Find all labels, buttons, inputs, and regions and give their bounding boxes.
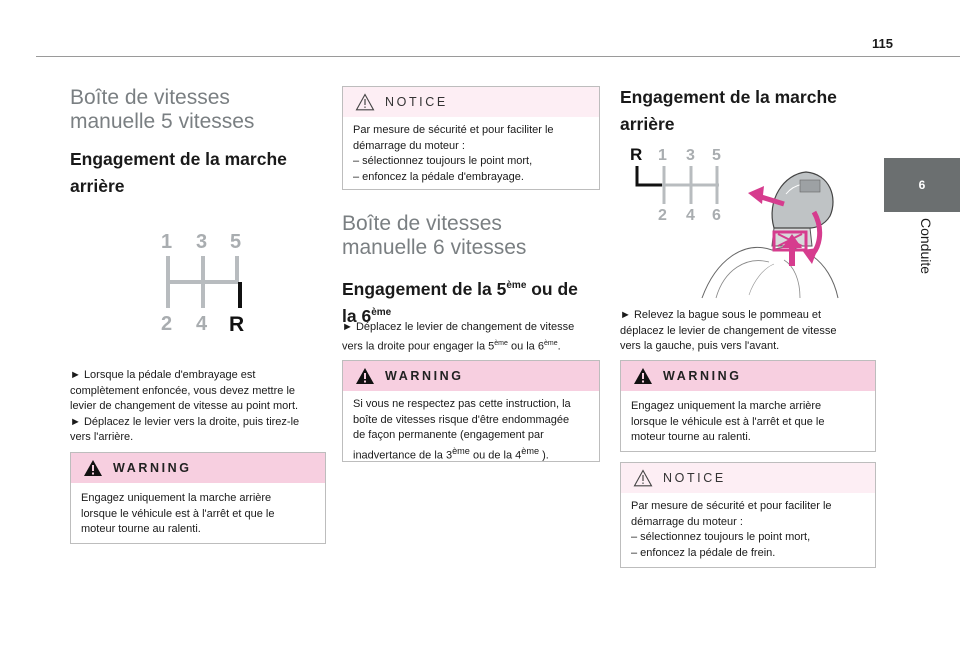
col2-warning-box — [342, 360, 600, 462]
col3-para-line: vers la gauche, puis vers l'avant. — [620, 340, 780, 352]
gear-4-label: 4 — [686, 207, 695, 224]
chapter-label — [884, 218, 960, 298]
col1-para-line: complètement enfoncée, vous devez mettre le — [70, 384, 296, 397]
gear-1-label: 1 — [161, 231, 173, 253]
col3-notice-title: NOTICE — [663, 471, 726, 485]
col2-title-line1: Boîte de vitesses — [342, 212, 502, 235]
col3-notice-header — [621, 463, 875, 493]
gear-5-label: 5 — [230, 231, 242, 253]
chapter-tab[interactable] — [884, 158, 960, 212]
col2-notice-body — [343, 117, 599, 193]
notice-line: – sélectionnez toujours le point mort, — [631, 531, 811, 543]
warning-line: Engagez uniquement la marche arrière — [631, 400, 822, 412]
col3-warning-header — [621, 361, 875, 391]
notice-triangle-icon — [355, 93, 375, 111]
col2-subtitle-line2: la 6ème — [342, 305, 392, 326]
col1-para-line: levier de changement de vitesse au point mort. — [70, 400, 299, 412]
col3-instructions — [620, 308, 878, 355]
chapter-label-text: Conduite — [918, 218, 934, 275]
gear-4-label: 4 — [196, 313, 208, 335]
gear-3-label: 3 — [196, 231, 208, 253]
col2-notice-box — [342, 86, 600, 190]
notice-line: – enfoncez la pédale de frein. — [631, 546, 776, 559]
warning-line: moteur tourne au ralenti. — [631, 431, 751, 443]
col1-warning-title: WARNING — [113, 461, 192, 475]
col2-para-line: vers la droite pour engager la 5ème ou la 6ème. — [342, 339, 561, 353]
col3-subtitle-line2: arrière — [620, 114, 675, 134]
notice-line: – enfoncez la pédale d'embrayage. — [353, 170, 524, 183]
col3-subtitle — [620, 86, 876, 136]
warning-line: Engagez uniquement la marche arrière — [81, 492, 272, 504]
warning-line: boîte de vitesses risque d'être endommagée — [353, 413, 570, 426]
col1-instructions — [70, 368, 328, 446]
warning-line: moteur tourne au ralenti. — [81, 523, 201, 535]
col1-subtitle-line1: Engagement de la marche — [70, 149, 287, 169]
warning-line: Si vous ne respectez pas cette instruction, la — [353, 398, 571, 410]
page-number: 115 — [872, 36, 893, 51]
chapter-number: 6 — [918, 178, 926, 192]
gear-r-label: R — [630, 145, 643, 164]
notice-line: Par mesure de sécurité et pour faciliter le — [631, 500, 832, 512]
col2-warning-header — [343, 361, 599, 391]
col1-warning-box — [70, 452, 326, 544]
warning-triangle-icon — [355, 367, 375, 385]
col2-notice-title: NOTICE — [385, 95, 448, 109]
col2-notice-header — [343, 87, 599, 117]
warning-line: lorsque le véhicule est à l'arrêt et que le — [631, 415, 825, 428]
col1-para-line: ► Déplacez le levier vers la droite, puis tirez-le — [70, 415, 300, 428]
notice-triangle-icon — [633, 469, 653, 487]
gear-5-label: 5 — [712, 147, 721, 164]
col2-title-line2: manuelle 6 vitesses — [342, 236, 527, 259]
gear-2-label: 2 — [658, 207, 667, 224]
col2-para-line: ► Déplacez le levier de changement de vitesse — [342, 321, 575, 333]
col1-para-line: ► Lorsque la pédale d'embrayage est — [70, 369, 256, 381]
col3-subtitle-line1: Engagement de la marche — [620, 87, 837, 107]
col1-title-line1: Boîte de vitesses — [70, 86, 230, 109]
gear-r-label: R — [229, 313, 245, 336]
gear-2-label: 2 — [161, 313, 173, 335]
gear-lever-illustration — [702, 172, 838, 298]
col1-warning-header — [71, 453, 325, 483]
col2-title — [342, 212, 600, 260]
col1-subtitle-line2: arrière — [70, 176, 125, 196]
notice-line: Par mesure de sécurité et pour faciliter le — [353, 124, 554, 136]
gear-diagram-5speed — [160, 226, 260, 336]
col3-warning-title: WARNING — [663, 369, 742, 383]
notice-line: démarrage du moteur : — [353, 139, 465, 152]
gear-diagram-6speed — [624, 140, 842, 304]
col3-warning-box — [620, 360, 876, 452]
col1-title-line2: manuelle 5 vitesses — [70, 110, 255, 133]
col2-subtitle-line1: Engagement de la 5ème ou de — [342, 278, 578, 299]
col2-instructions — [342, 320, 604, 355]
warning-triangle-icon — [83, 459, 103, 477]
col1-para-line: vers l'arrière. — [70, 431, 134, 443]
warning-line: lorsque le véhicule est à l'arrêt et que le — [81, 507, 275, 520]
col2-warning-title: WARNING — [385, 369, 464, 383]
top-rule — [36, 56, 960, 57]
col3-warning-body — [621, 391, 875, 454]
col1-subtitle — [70, 148, 326, 198]
col3-notice-body — [621, 493, 875, 569]
warning-line: de façon permanente (engagement par — [353, 429, 544, 441]
warning-line: inadvertance de la 3ème ou de la 4ème ). — [353, 445, 549, 462]
notice-line: démarrage du moteur : — [631, 515, 743, 528]
gear-3-label: 3 — [686, 147, 695, 164]
col3-para-line: déplacez le levier de changement de vitesse — [620, 324, 837, 337]
col3-notice-box — [620, 462, 876, 568]
col1-warning-body — [71, 483, 325, 546]
col1-title — [70, 86, 326, 134]
warning-triangle-icon — [633, 367, 653, 385]
gear-6-label: 6 — [712, 207, 721, 224]
col3-para-line: ► Relevez la bague sous le pommeau et — [620, 309, 822, 321]
gear-1-label: 1 — [658, 147, 667, 164]
col2-warning-body — [343, 391, 599, 472]
notice-line: – sélectionnez toujours le point mort, — [353, 155, 533, 167]
